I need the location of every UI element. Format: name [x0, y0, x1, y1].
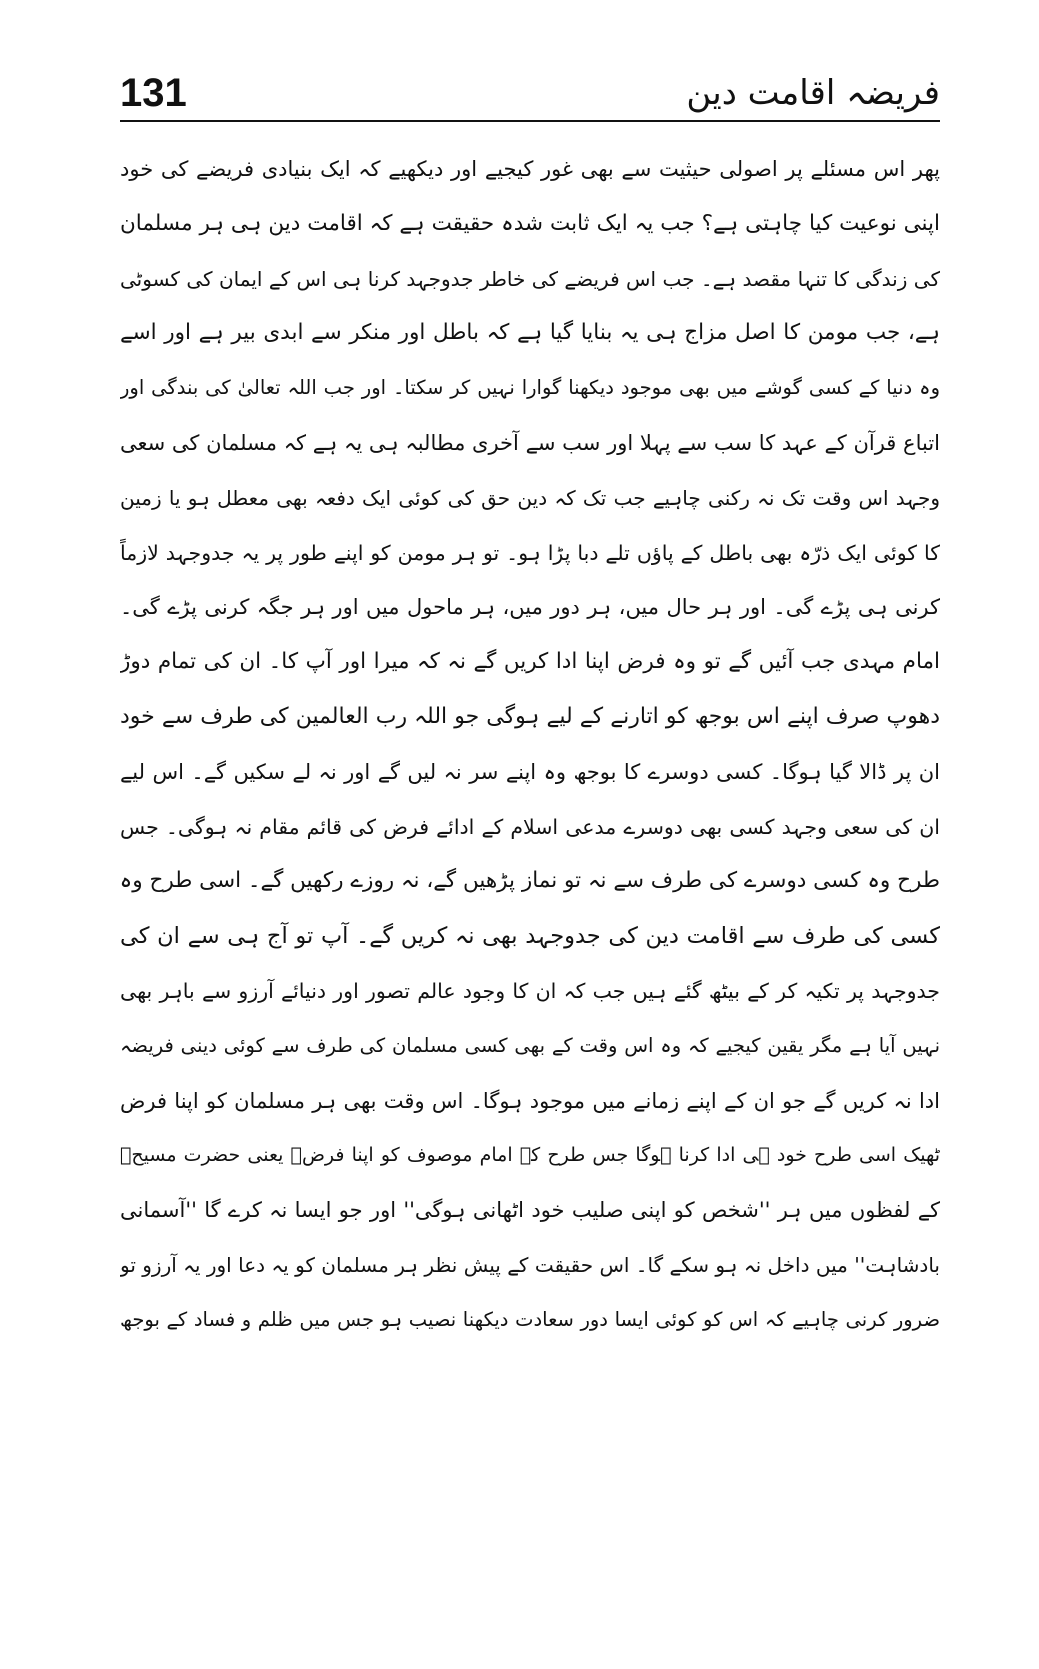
text-line: ہے، جب مومن کا اصل مزاج ہی یہ بنایا گیا ہے کہ باطل اور منکر سے ابدی بیر ہے اور اسے: [120, 320, 940, 346]
text-line: نہیں آیا ہے مگر یقین کیجیے کہ وہ اس وقت کے بھی کسی مسلمان کی طرف سے کوئی دینی فریضہ: [120, 1033, 940, 1057]
running-title: فریضہ اقامت دین: [686, 73, 940, 113]
text-line: وہ دنیا کے کسی گوشے میں بھی موجود دیکھنا گوارا نہیں کر سکتا۔ اور جب اللہ تعالیٰ کی بندگی اور: [120, 376, 940, 400]
header-rule: [120, 120, 940, 122]
text-line: کا کوئی ایک ذرّہ بھی باطل کے پاؤں تلے دبا پڑا ہو۔ تو ہر مومن کو اپنے طور پر یہ جدوجہد لازماً: [120, 540, 940, 565]
text-line: کسی کی طرف سے اقامت دین کی جدوجہد بھی نہ کریں گے۔ آپ تو آج ہی سے ان کی: [120, 923, 940, 950]
text-line: ان پر ڈالا گیا ہوگا۔ کسی دوسرے کا بوجھ وہ اپنے سر نہ لیں گے اور نہ لے سکیں گے۔ اس لیے: [120, 759, 940, 784]
text-line: جدوجہد پر تکیہ کر کے بیٹھ گئے ہیں جب کہ ان کا وجود عالم تصور اور دنیائے آرزو سے باہر بھی: [120, 978, 940, 1003]
text-line: وجہد اس وقت تک نہ رکنی چاہیے جب تک کہ دین حق کی کوئی ایک دفعہ بھی معطل ہو یا زمین: [120, 485, 940, 510]
page-number: 131: [120, 71, 187, 115]
text-line: کرنی ہی پڑے گی۔ اور ہر حال میں، ہر دور میں، ہر ماحول میں اور ہر جگہ کرنی پڑے گی۔: [120, 595, 940, 620]
text-line: ٹھیک اسی طرح خود ہی ادا کرنا ہوگا جس طرح کہ امام موصوف کو اپنا فرض۔ یعنی حضرت مسیحؑ: [120, 1144, 940, 1167]
text-line: امام مہدی جب آئیں گے تو وہ فرض اپنا ادا کریں گے نہ کہ میرا اور آپ کا۔ ان کی تمام دوڑ: [120, 649, 940, 675]
text-line: دھوپ صرف اپنے اس بوجھ کو اتارنے کے لیے ہوگی جو اللہ رب العالمین کی طرف سے خود: [120, 703, 940, 729]
text-line: کے لفظوں میں ہر ''شخص کو اپنی صلیب خود اٹھانی ہوگی'' اور جو ایسا نہ کرے گا ''آسمانی: [120, 1198, 940, 1223]
text-line: ادا نہ کریں گے جو ان کے اپنے زمانے میں موجود ہوگا۔ اس وقت بھی ہر مسلمان کو اپنا فرض: [120, 1088, 940, 1113]
page-header: [120, 68, 940, 128]
text-line: پھر اس مسئلے پر اصولی حیثیت سے بھی غور کیجیے اور دیکھیے کہ ایک بنیادی فریضے کی خود: [120, 157, 940, 181]
body-text: [120, 142, 940, 1348]
text-line: ان کی سعی وجہد کسی بھی دوسرے مدعی اسلام کے ادائے فرض کی قائم مقام نہ ہوگی۔ جس: [120, 814, 940, 839]
text-line: کی زندگی کا تنہا مقصد ہے۔ جب اس فریضے کی خاطر جدوجہد کرنا ہی اس کے ایمان کی کسوٹی: [120, 266, 940, 291]
text-line: بادشاہت'' میں داخل نہ ہو سکے گا۔ اس حقیقت کے پیش نظر ہر مسلمان کو یہ دعا اور یہ آرزو تو: [120, 1252, 940, 1277]
text-line: ضرور کرنی چاہیے کہ اس کو کوئی ایسا دور سعادت دیکھنا نصیب ہو جس میں ظلم و فساد کے بوجھ: [120, 1307, 940, 1331]
text-line: طرح وہ کسی دوسرے کی طرف سے نہ تو نماز پڑھیں گے، نہ روزے رکھیں گے۔ اسی طرح وہ: [120, 868, 940, 894]
text-line: اتباع قرآن کے عہد کا سب سے پہلا اور سب سے آخری مطالبہ ہی یہ ہے کہ مسلمان کی سعی: [120, 430, 940, 455]
text-line: اپنی نوعیت کیا چاہتی ہے؟ جب یہ ایک ثابت شدہ حقیقت ہے کہ اقامت دین ہی ہر مسلمان: [120, 210, 940, 236]
